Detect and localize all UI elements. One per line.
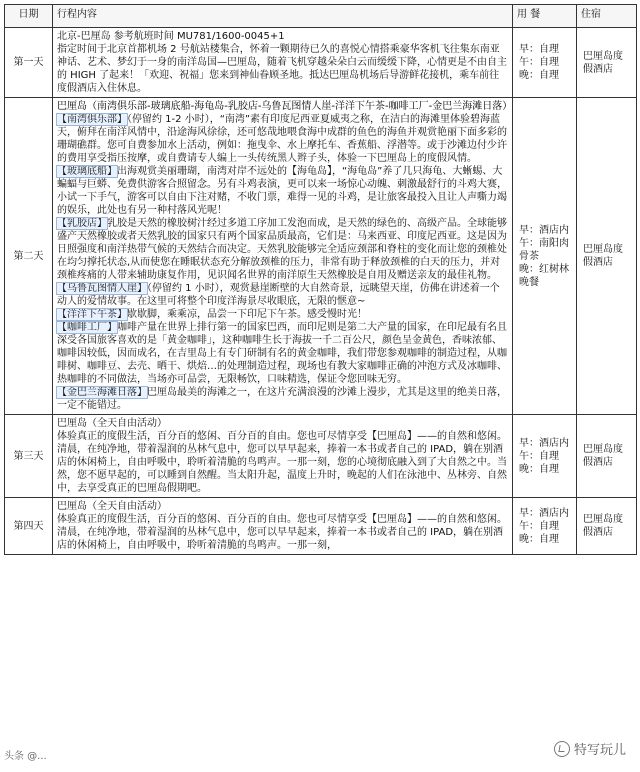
- day-4-row: [5, 498, 637, 555]
- day-2-section: [57, 165, 508, 217]
- day-2-breakfast: 早：酒店内: [519, 224, 570, 237]
- day-4-breakfast: 早：酒店内: [519, 507, 570, 520]
- itinerary-table: [4, 4, 637, 555]
- section-tag: 【乌鲁瓦图情人崖】: [57, 283, 147, 294]
- day-1-itinerary: [53, 28, 513, 98]
- day-1-breakfast: 早：自理: [519, 43, 570, 56]
- section-tag: 【乳胶店】: [57, 218, 107, 229]
- day-2-section: [57, 308, 508, 321]
- day-4-label: 第四天: [5, 498, 53, 555]
- day-3-breakfast: 早：酒店内: [519, 437, 570, 450]
- day-3-dinner: 晚：自理: [519, 463, 570, 476]
- watermark: [550, 737, 630, 760]
- day-3-text: 体验真正的度假生活，百分百的悠闲、百分百的自由。您也可尽情享受【巴厘岛】——的自然和悠闲。清晨，在纯净地，带着湿润的丛林气息中，您可以早早起来，捧着一本书或者自己的 IPAD，躺在别酒店的休闲椅上，自由呼吸中，聆听着清脆的鸟鸣声。一那一刻，您的心境彻底融入到了大自然之中。当然，您不愿早起的，可以睡到自然醒。当太阳升起，温度上升时，晚起的人们在泳池中、丛林旁、自然中，去享受真正的巴厘岛假期吧。: [57, 430, 508, 495]
- day-2-dinner: 晚：红树林晚餐: [519, 263, 570, 289]
- day-2-row: [5, 98, 637, 415]
- section-text: （停留约 1 小时），观赏悬崖断壁的大自然奇景，远眺望天崖，仿佛在讲述着一个动人的爱情故事。在这里可将整个印度洋海景尽收眼底，无限的惬意~: [57, 283, 500, 307]
- section-tag: 【金巴兰海滩日落】: [57, 387, 147, 398]
- day-1-row: [5, 28, 637, 98]
- day-4-lunch: 午：自理: [519, 520, 570, 533]
- day-3-hotel: 巴厘岛度假酒店: [577, 415, 637, 498]
- day-3-lunch: 午：自理: [519, 450, 570, 463]
- day-2-itinerary: [53, 98, 513, 415]
- day-1-hotel: 巴厘岛度假酒店: [577, 28, 637, 98]
- header-day: 日期: [5, 5, 53, 28]
- header-content: 行程内容: [53, 5, 513, 28]
- day-2-meals: [513, 98, 577, 415]
- section-tag: 【南湾俱乐部】: [57, 114, 127, 125]
- day-3-label: 第三天: [5, 415, 53, 498]
- header-row: [5, 5, 637, 28]
- section-text: 巴厘岛最美的海滩之一，在这片充满浪漫的沙滩上漫步，尤其是这里的绝美日落，一定不能错过。: [57, 387, 507, 411]
- section-tag: 【洋洋下午茶】: [57, 309, 127, 320]
- day-2-section: [57, 321, 508, 386]
- day-2-hotel: 巴厘岛度假酒店: [577, 98, 637, 415]
- day-1-label: 第一天: [5, 28, 53, 98]
- day-2-label: 第二天: [5, 98, 53, 415]
- day-1-text: 指定时间于北京首都机场 2 号航站楼集合，怀着一颗期待已久的喜悦心情搭乘豪华客机飞往集东南亚神话、艺术、梦幻于一身的南洋岛国—巴厘岛，随着飞机穿越朵朵白云而缓缓下降，心情更是不由自主的 HIGH 了起来！「欢迎、祝福」您来到神仙眷顾圣地。抵达巴厘岛机场后导游鲜花接机，乘车前往度假酒店入住休息。: [57, 43, 508, 95]
- day-2-section: [57, 282, 508, 308]
- day-2-section: [57, 217, 508, 282]
- day-1-title: 北京-巴厘岛 参考航班时间 MU781/1600-0045+1: [57, 30, 508, 43]
- day-4-text: 体验真正的度假生活，百分百的悠闲、百分百的自由。您也可尽情享受【巴厘岛】——的自然和悠闲。清晨，在纯净地，带着湿润的丛林气息中，您可以早早起来，捧着一本书或者自己的 IPAD，躺在别酒店的休闲椅上，自由呼吸中，聆听着清脆的鸟鸣声。一那一刻，: [57, 513, 508, 552]
- day-2-section: [57, 113, 508, 165]
- section-text: 乳胶是天然的橡胶树汁经过多道工序加工发泡而成，是天然的绿色的、高级产品。全球能够盛产天然橡胶或者天然乳胶的国家只有两个国家品质最高，它们是：马来西亚、印度尼西亚。这是因为日照强度和南洋热带气候的天然结合而决定。天然乳胶能够完全适应颈部和脊柱的变化而让您的颈椎处在均匀撑托状态,从而使您在睡眠状态充分解放颈椎的压力，非常有助于释放颈椎的白天的压力，并对颈椎疼痛的人带来辅助康复作用，见识闻名世界的南洋原生天然橡胶是自用及赠送亲友的最佳礼物。: [57, 218, 507, 281]
- section-tag: 【咖啡工厂】: [57, 322, 117, 333]
- day-4-itinerary: [53, 498, 513, 555]
- header-meal: 用 餐: [513, 5, 577, 28]
- day-1-lunch: 午：自理: [519, 56, 570, 69]
- day-3-meals: [513, 415, 577, 498]
- day-1-dinner: 晚：自理: [519, 69, 570, 82]
- day-3-title: 巴厘岛（全天自由活动）: [57, 417, 508, 430]
- header-hotel: 住宿: [577, 5, 637, 28]
- day-4-hotel: 巴厘岛度假酒店: [577, 498, 637, 555]
- section-text: （停留约 1-2 小时），“南湾”素有印度尼西亚夏威夷之称，在洁白的海滩里体验碧海蓝天，俯拜在南洋风情中，沿途海风徐徐，还可悠哉地喂食海中成群的鱼色的海鱼并观赏艳丽下面多彩的珊瑚礁群。您可自费参加水上活动，例如：拖曳伞、水上摩托车、香蕉船、浮潜等。或于沙滩边付少许的费用享受指压按摩，或自费请专人编上一头传统黑人辫子头，体验一下巴厘岛上的度假风情。: [57, 114, 507, 164]
- day-2-lunch: 午：南阳肉骨茶: [519, 237, 570, 263]
- day-4-dinner: 晚：自理: [519, 533, 570, 546]
- day-4-meals: [513, 498, 577, 555]
- section-text: 歇歇脚，乘乘凉，品尝一下印尼下午茶。感受慢时光！: [127, 309, 367, 320]
- watermark-text: 特写玩儿: [574, 739, 626, 758]
- day-3-row: [5, 415, 637, 498]
- watermark-logo-icon: [554, 741, 570, 757]
- section-text: 咖啡产量在世界上排行第一的国家巴西，而印尼则是第二大产量的国家，在印尼最有名且深受各国旅客喜欢的是「黄金咖啡」，这种咖啡生长于海拔一千二百公尺，颜色呈金黄色，香味浓郁、咖啡因较低，因而成名，在吉里岛上有专门研制有名的黄金咖啡，我们带您参观咖啡的制造过程，从咖啡树、咖啡豆、去壳、晒干、烘焙…的处理制造过程，现场也有教大家咖啡正确的冲泡方式及冰咖啡、热咖啡的不同做法，当场亦可品尝，无限畅饮，口味精选，保证令您回味无穷。: [57, 322, 507, 385]
- day-2-title: 巴厘岛（南湾俱乐部-玻璃底船-海龟岛-乳胶店-乌鲁瓦图情人崖-洋洋下午茶-咖啡工厂-金巴兰海滩日落）: [57, 100, 508, 113]
- section-tag: 【玻璃底船】: [57, 166, 117, 177]
- section-text: 出海观赏美丽珊瑚，南湾对岸不远处的【海龟岛】，“海龟岛”养了几只海龟、大蜥蜴、大蝙蝠与巨蟒、免费供游客合照留念。另有斗鸡表演，更可以来一场惊心动魄、刺激最舒行的斗鸡大赛，小试一下手气，游客可以自由下注对赌，不收门票，难得一见的斗鸡，是让旅客最投入且让人声嘶力竭的娱乐，此处也有另一种村落风光呢！: [57, 166, 507, 216]
- day-3-itinerary: [53, 415, 513, 498]
- day-4-title: 巴厘岛（全天自由活动）: [57, 500, 508, 513]
- day-1-meals: [513, 28, 577, 98]
- watermark-left: 头条 @...: [4, 747, 47, 762]
- day-2-section: [57, 386, 508, 412]
